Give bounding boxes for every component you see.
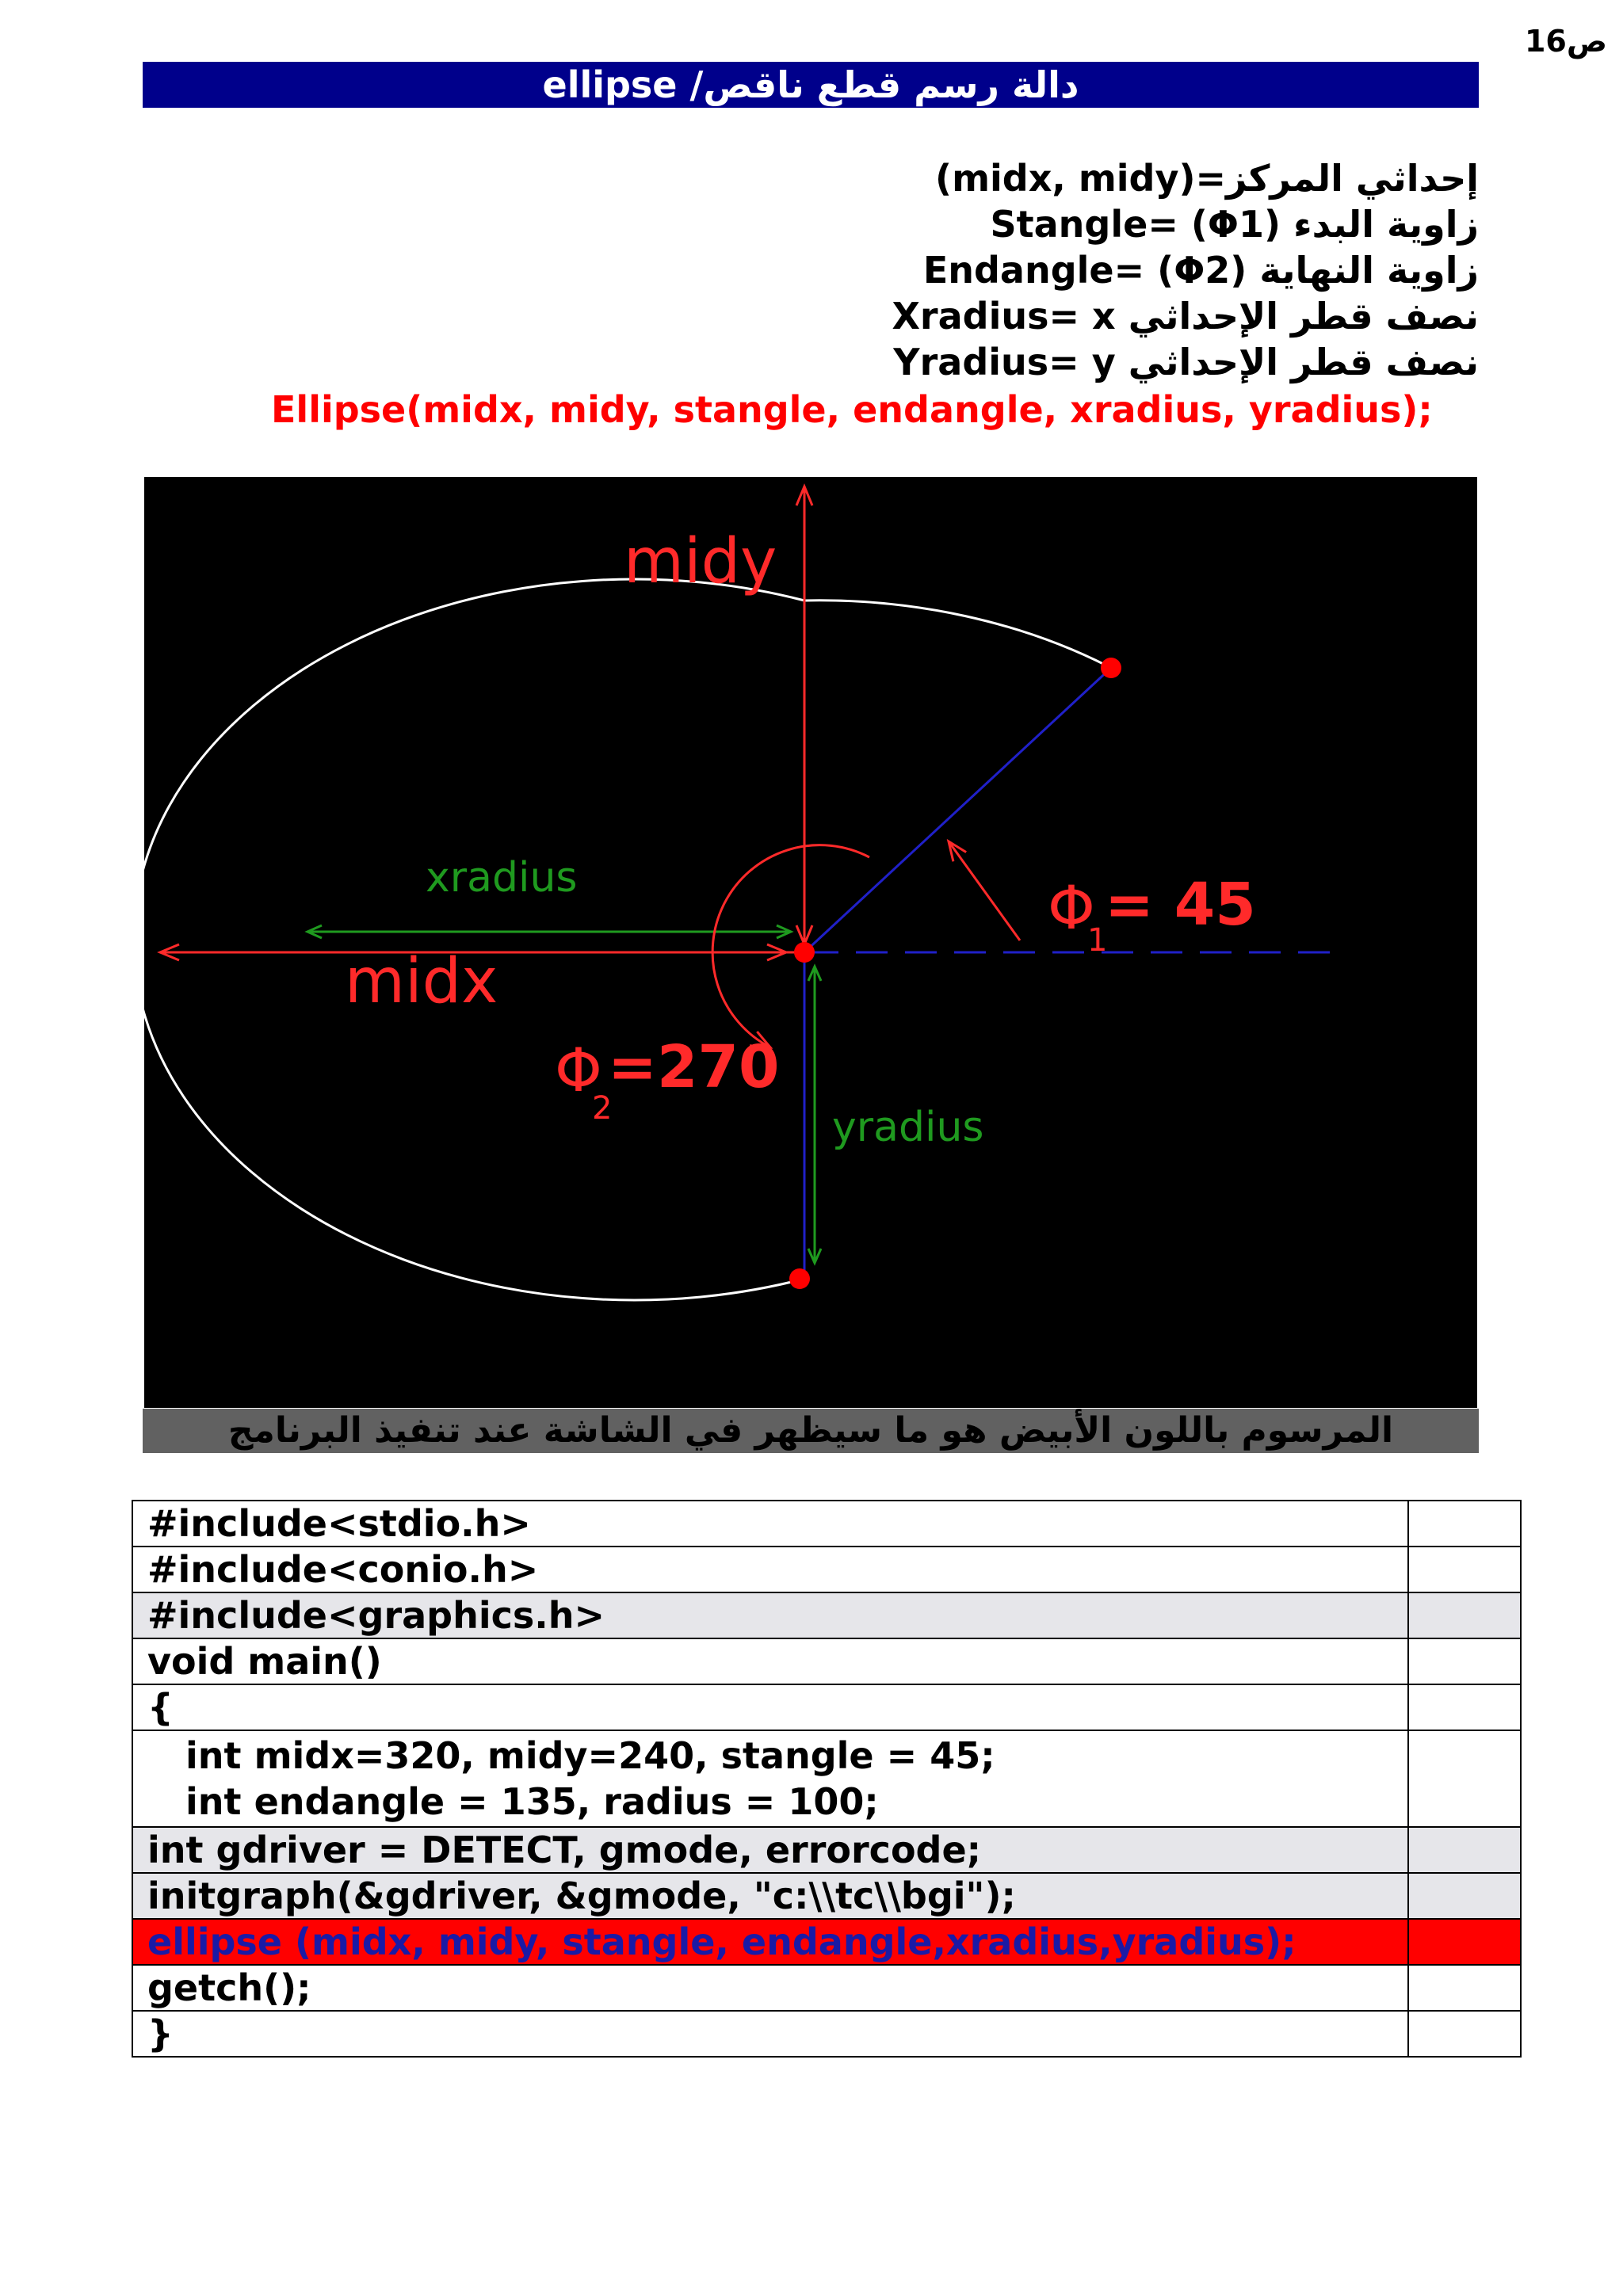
param-label: إحداثي المركز=	[1195, 157, 1479, 200]
param-label: زاوية النهاية	[1259, 249, 1479, 292]
param-label: نصف قطر الإحداثي	[1128, 341, 1479, 383]
page-number: ص16	[1524, 24, 1607, 59]
code-line: int gdriver = DETECT, gmode, errorcode;	[132, 1827, 1408, 1873]
code-side-cell	[1408, 1965, 1521, 2011]
code-side-cell	[1408, 2011, 1521, 2057]
code-row	[132, 1501, 1521, 1547]
param-end-angle	[369, 247, 1479, 293]
code-row	[132, 1547, 1521, 1592]
code-row	[132, 1965, 1521, 2011]
code-side-cell	[1408, 1919, 1521, 1965]
code-line: {	[132, 1684, 1408, 1730]
param-label: نصف قطر الإحداثي	[1128, 295, 1479, 338]
code-line: }	[132, 2011, 1408, 2057]
phi2-subscript: 2	[592, 1090, 613, 1127]
param-center	[369, 155, 1479, 201]
code-line: int midx=320, midy=240, stangle = 45;	[147, 1734, 995, 1777]
phi1-pointer-arrow	[949, 841, 1020, 940]
code-row	[132, 1638, 1521, 1684]
code-side-cell	[1408, 1873, 1521, 1919]
figure-caption: المرسوم باللون الأبيض هو ما سيظهر في الشاشة عند تنفيذ البرنامج	[143, 1409, 1479, 1453]
code-row	[132, 1730, 1521, 1827]
code-row	[132, 1592, 1521, 1638]
code-row	[132, 1873, 1521, 1919]
code-line: int endangle = 135, radius = 100;	[147, 1780, 879, 1823]
param-y-radius	[369, 339, 1479, 385]
midx-label: midx	[345, 946, 498, 1017]
code-line: initgraph(&gdriver, &gmode, "c:\\tc\\bgi");	[132, 1873, 1408, 1919]
start-point-dot	[1101, 658, 1121, 678]
ellipse-call-syntax: Ellipse(midx, midy, stangle, endangle, xradius, yradius);	[271, 388, 1433, 431]
code-side-cell	[1408, 1827, 1521, 1873]
param-value: Endangle= (Φ2)	[922, 249, 1247, 292]
xradius-label: xradius	[426, 854, 578, 902]
param-value: (midx, midy)	[935, 157, 1196, 200]
center-dot	[794, 942, 815, 963]
phi2-symbol: Φ	[555, 1035, 602, 1105]
code-side-cell	[1408, 1592, 1521, 1638]
yradius-label: yradius	[832, 1104, 984, 1151]
code-row-highlighted	[132, 1919, 1521, 1965]
phi2-value: =270	[608, 1033, 780, 1101]
code-row	[132, 1684, 1521, 1730]
phi1-value: = 45	[1105, 871, 1256, 939]
page-title: دالة رسم قطع ناقص/ ellipse	[143, 62, 1479, 108]
code-row	[132, 2011, 1521, 2057]
code-side-cell	[1408, 1730, 1521, 1827]
code-line: void main()	[132, 1638, 1408, 1684]
end-point-dot	[789, 1268, 810, 1289]
param-label: زاوية البدء	[1293, 203, 1479, 246]
param-start-angle	[369, 201, 1479, 247]
code-line: #include<conio.h>	[132, 1547, 1408, 1592]
ellipse-arc	[144, 579, 1111, 1300]
code-side-cell	[1408, 1638, 1521, 1684]
parameter-list	[369, 155, 1479, 385]
phi1-symbol: Φ	[1048, 872, 1095, 943]
ellipse-diagram-svg	[144, 477, 1477, 1408]
code-line: ellipse (midx, midy, stangle, endangle,xradius,yradius);	[132, 1919, 1408, 1965]
phi1-subscript: 1	[1087, 922, 1108, 959]
midy-label: midy	[624, 526, 777, 597]
param-value: Yradius= y	[893, 341, 1116, 383]
code-side-cell	[1408, 1684, 1521, 1730]
code-line: #include<graphics.h>	[132, 1592, 1408, 1638]
param-value: Stangle= (Φ1)	[990, 203, 1281, 246]
code-side-cell	[1408, 1547, 1521, 1592]
code-table	[132, 1500, 1522, 2058]
param-value: Xradius= x	[892, 295, 1116, 338]
code-line-group	[132, 1730, 1408, 1827]
code-line: getch();	[132, 1965, 1408, 2011]
phi2-angle-arc	[712, 845, 869, 1047]
code-row	[132, 1827, 1521, 1873]
ellipse-diagram	[144, 477, 1477, 1408]
code-line: #include<stdio.h>	[132, 1501, 1408, 1547]
code-side-cell	[1408, 1501, 1521, 1547]
param-x-radius	[369, 293, 1479, 339]
